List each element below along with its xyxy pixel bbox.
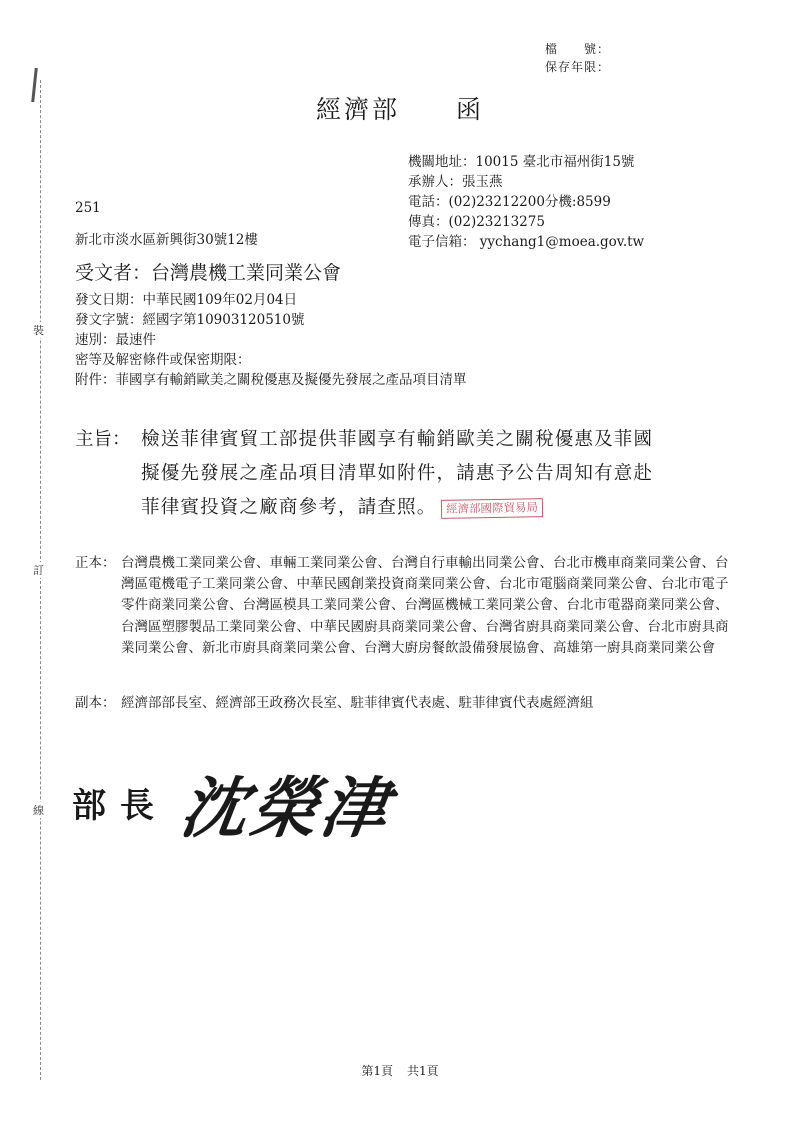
contact-address: 機關地址：10015 臺北市福州街15號 — [408, 154, 635, 170]
original-list: 台灣農機工業同業公會、車輛工業同業公會、台灣自行車輸出同業公會、台北市機車商業同業公會、台灣區電機電子工業同業公會、中華民國創業投資商業同業公會、台北市電腦商業同業公會、台北市電子零件商業同業公會、台灣區模具工業同業公會、台灣區機械工業同業公會、台北市電器商業同業公會、台灣區塑膠製品工業同業公會、中華民國廚具商業同業公會、台灣省廚具商業同業公會、台北市廚具商業同業公會、新北市廚具商業同業公會、台灣大廚房餐飲設備發展協會、高雄第一廚具商業同業公會 — [121, 555, 729, 656]
binding-mark-top: 裝 — [33, 324, 44, 337]
document-number: 發文字號：經國字第10903120510號 — [75, 312, 305, 328]
file-number-label: 檔 號： — [544, 42, 610, 56]
page-footer — [0, 1062, 800, 1079]
signer-name: 沈榮津 — [175, 769, 397, 847]
document-title — [0, 90, 800, 126]
contact-phone: 電話：(02)23212200分機:8599 — [408, 194, 611, 210]
recipient-postcode: 251 — [75, 200, 101, 216]
subject-line-3-text: 菲律賓投資之廠商參考，請查照。 — [141, 497, 437, 518]
page-number: 第1頁 — [361, 1064, 393, 1078]
copy-label: 副本： — [75, 695, 116, 711]
title-org: 經濟部 — [315, 95, 400, 124]
subject-line-3 — [141, 491, 741, 525]
signature-block — [72, 755, 397, 850]
seal-stamp: 經濟部國際貿易局 — [440, 498, 542, 519]
binding-line — [40, 80, 41, 1080]
copy-list: 經濟部部長室、經濟部王政務次長室、駐菲律賓代表處、駐菲律賓代表處經濟組 — [121, 695, 594, 711]
page-total: 共1頁 — [407, 1064, 439, 1078]
recipient-street: 新北市淡水區新興街30號12樓 — [75, 232, 258, 248]
contact-fax: 傳真：(02)23213275 — [408, 214, 545, 230]
binding-mark-bottom: 線 — [33, 804, 44, 817]
subject-label: 主旨： — [75, 429, 131, 450]
retention-label: 保存年限： — [544, 60, 610, 74]
subject-body — [141, 423, 741, 525]
contact-handler: 承辦人：張玉燕 — [408, 174, 503, 190]
recipient-line: 受文者：台灣農機工業同業公會 — [75, 262, 342, 284]
secrecy-level: 密等及解密條件或保密期限： — [75, 352, 251, 368]
title-doc-type: 函 — [456, 95, 485, 124]
subject-line-2: 擬優先發展之產品項目清單如附件，請惠予公告周知有意赴 — [141, 463, 654, 484]
original-label: 正本： — [75, 555, 116, 571]
issue-date: 發文日期：中華民國109年02月04日 — [75, 292, 298, 308]
delivery-speed: 速別：最速件 — [75, 332, 156, 348]
binding-mark-middle: 訂 — [33, 564, 44, 577]
contact-email: 電子信箱： yychang1@moea.gov.tw — [408, 234, 645, 250]
signer-title: 部長 — [72, 786, 168, 826]
attachment-line: 附件：菲國享有輸銷歐美之關稅優惠及擬優先發展之產品項目清單 — [75, 372, 467, 388]
subject-line-1: 檢送菲律賓貿工部提供菲國享有輸銷歐美之關稅優惠及菲國 — [141, 429, 654, 450]
